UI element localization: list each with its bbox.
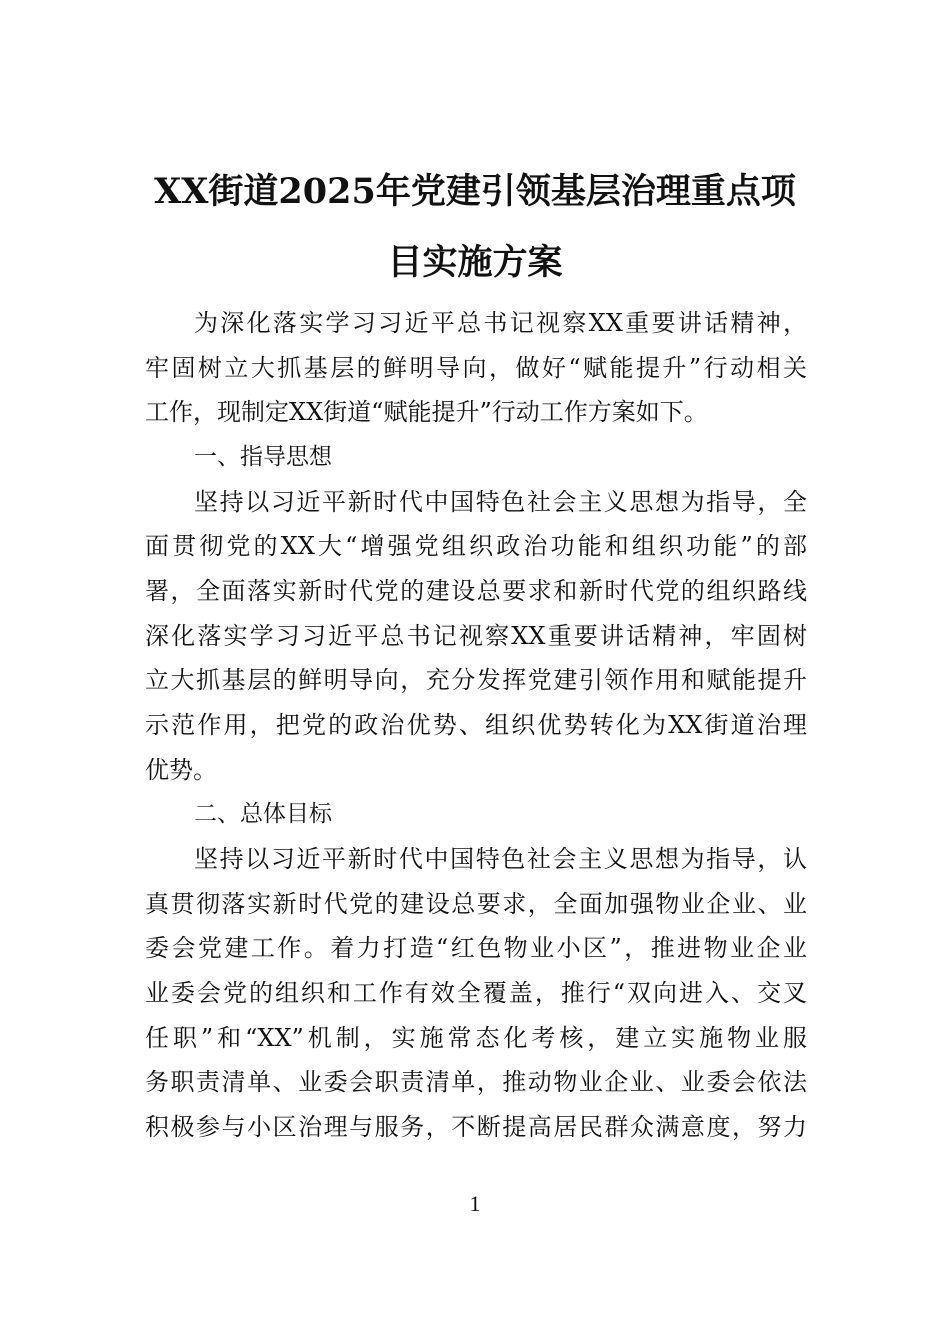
section2-line-2: 真贯彻落实新时代党的建设总要求，全面加强物业企业、业 (145, 890, 807, 918)
section2-line-1: 坚持以习近平新时代中国特色社会主义思想为指导，认 (194, 845, 807, 873)
section-heading-overall-goals: 二、总体目标 (194, 801, 332, 827)
section1-line-5: 立大抓基层的鲜明导向，充分发挥党建引领作用和赋能提升 (145, 666, 807, 694)
section2-line-7: 积极参与小区治理与服务，不断提高居民群众满意度，努力 (145, 1113, 807, 1141)
section2-line-6: 务职责清单、业委会职责清单，推动物业企业、业委会依法 (145, 1068, 807, 1096)
section2-line-5: 任职”和“XX”机制，实施常态化考核，建立实施物业服 (145, 1024, 807, 1052)
section1-line-7: 优势。 (145, 756, 217, 784)
section2-line-3: 委会党建工作。着力打造“红色物业小区”，推进物业企业 (145, 934, 807, 962)
section1-line-2: 面贯彻党的XX大“增强党组织政治功能和组织功能”的部 (145, 532, 807, 560)
document-title-line-2: 目实施方案 (387, 242, 563, 283)
section1-line-4: 深化落实学习习近平总书记视察XX重要讲话精神，牢固树 (145, 622, 807, 650)
section-heading-guiding-ideology: 一、指导思想 (194, 444, 332, 470)
section1-line-1: 坚持以习近平新时代中国特色社会主义思想为指导，全 (194, 488, 807, 516)
section1-line-6: 示范作用，把党的政治优势、组织优势转化为XX街道治理 (145, 711, 807, 739)
section2-line-4: 业委会党的组织和工作有效全覆盖，推行“双向进入、交叉 (145, 979, 807, 1007)
page-number: 1 (469, 1191, 481, 1216)
section1-line-3: 署，全面落实新时代党的建设总要求和新时代党的组织路线 (145, 577, 807, 605)
intro-line-2: 牢固树立大抓基层的鲜明导向，做好“赋能提升”行动相关 (145, 354, 807, 382)
document-title-line-1: XX街道2025年党建引领基层治理重点项 (154, 171, 796, 212)
intro-line-3: 工作，现制定XX街道“赋能提升”行动工作方案如下。 (145, 398, 708, 426)
intro-line-1: 为深化落实学习习近平总书记视察XX重要讲话精神， (194, 309, 807, 337)
